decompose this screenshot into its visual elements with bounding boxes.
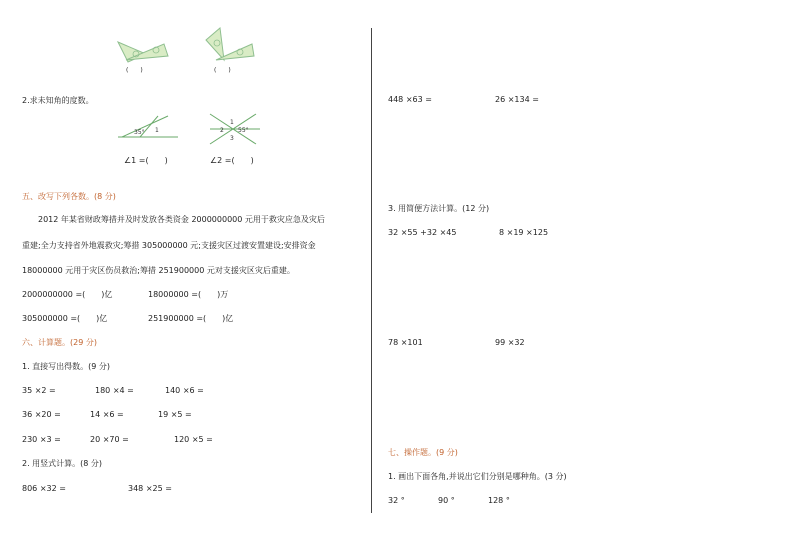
conversion-item[interactable]: 251900000 =( )亿 — [148, 314, 234, 323]
section-5-paragraph-line-2: 重建;全力支持省外地震救灾;筹措 305000000 元;支援灾区过渡安置建设;安排资金 — [22, 241, 316, 250]
calc-item[interactable]: 140 ×6 = — [165, 386, 204, 395]
simple-calc-item[interactable]: 32 ×55 +32 ×45 — [388, 228, 457, 237]
question-3-title: 3. 用简便方法计算。(12 分) — [388, 204, 490, 213]
angle-2-label-1: 1 — [230, 119, 234, 126]
angle-2-label-3: 3 — [230, 135, 234, 142]
question-7-1-title: 1. 画出下面各角,并说出它们分别是哪种角。(3 分) — [388, 472, 567, 481]
angle-2-label-2: 2 — [220, 127, 224, 134]
triangle-rulers-figure-2 — [202, 26, 258, 64]
angle-1-label: 1 — [155, 127, 159, 134]
calc-item[interactable]: 14 ×6 = — [90, 410, 124, 419]
column-divider — [371, 28, 372, 513]
section-6-title: 六、计算题。(29 分) — [22, 338, 97, 347]
angle-drawing-item[interactable]: 90 ° — [438, 496, 455, 505]
section-5-paragraph-line-1: 2012 年某省财政筹措并及时发放各类资金 2000000000 元用于救灾应急及灾后 — [38, 215, 325, 224]
angle-figure-2 — [208, 112, 262, 146]
angle-1-given: 35° — [134, 129, 145, 136]
section-7-title: 七、操作题。(9 分) — [388, 448, 458, 457]
calc-item[interactable]: 35 ×2 = — [22, 386, 56, 395]
vertical-calc-item[interactable]: 348 ×25 = — [128, 484, 172, 493]
question-2-title: 2.求未知角的度数。 — [22, 96, 94, 105]
vertical-calc-item[interactable]: 26 ×134 = — [495, 95, 539, 104]
question-6-2-title: 2. 用竖式计算。(8 分) — [22, 459, 103, 468]
angle-figure-1 — [118, 112, 180, 140]
calc-item[interactable]: 230 ×3 = — [22, 435, 61, 444]
section-5-title: 五、改写下列各数。(8 分) — [22, 192, 116, 201]
figure-1-answer-blank[interactable]: ( ) — [126, 67, 143, 74]
angle-drawing-item[interactable]: 32 ° — [388, 496, 405, 505]
calc-item[interactable]: 180 ×4 = — [95, 386, 134, 395]
calc-item[interactable]: 36 ×20 = — [22, 410, 61, 419]
angle-2-answer[interactable]: ∠2 =( ) — [210, 156, 254, 165]
angle-drawing-item[interactable]: 128 ° — [488, 496, 510, 505]
question-6-1-title: 1. 直接写出得数。(9 分) — [22, 362, 111, 371]
conversion-item[interactable]: 305000000 =( )亿 — [22, 314, 108, 323]
simple-calc-item[interactable]: 99 ×32 — [495, 338, 525, 347]
angle-2-given: 55° — [238, 127, 249, 134]
calc-item[interactable]: 19 ×5 = — [158, 410, 192, 419]
vertical-calc-item[interactable]: 448 ×63 = — [388, 95, 432, 104]
conversion-item[interactable]: 18000000 =( )万 — [148, 290, 229, 299]
simple-calc-item[interactable]: 78 ×101 — [388, 338, 423, 347]
simple-calc-item[interactable]: 8 ×19 ×125 — [499, 228, 549, 237]
vertical-calc-item[interactable]: 806 ×32 = — [22, 484, 66, 493]
triangle-rulers-figure-1 — [112, 30, 172, 64]
section-5-paragraph-line-3: 18000000 元用于灾区伤员救治;筹措 251900000 元对支援灾区灾后重建。 — [22, 266, 295, 275]
calc-item[interactable]: 20 ×70 = — [90, 435, 129, 444]
figure-2-answer-blank[interactable]: ( ) — [214, 67, 231, 74]
calc-item[interactable]: 120 ×5 = — [174, 435, 213, 444]
angle-1-answer[interactable]: ∠1 =( ) — [124, 156, 168, 165]
conversion-item[interactable]: 2000000000 =( )亿 — [22, 290, 113, 299]
